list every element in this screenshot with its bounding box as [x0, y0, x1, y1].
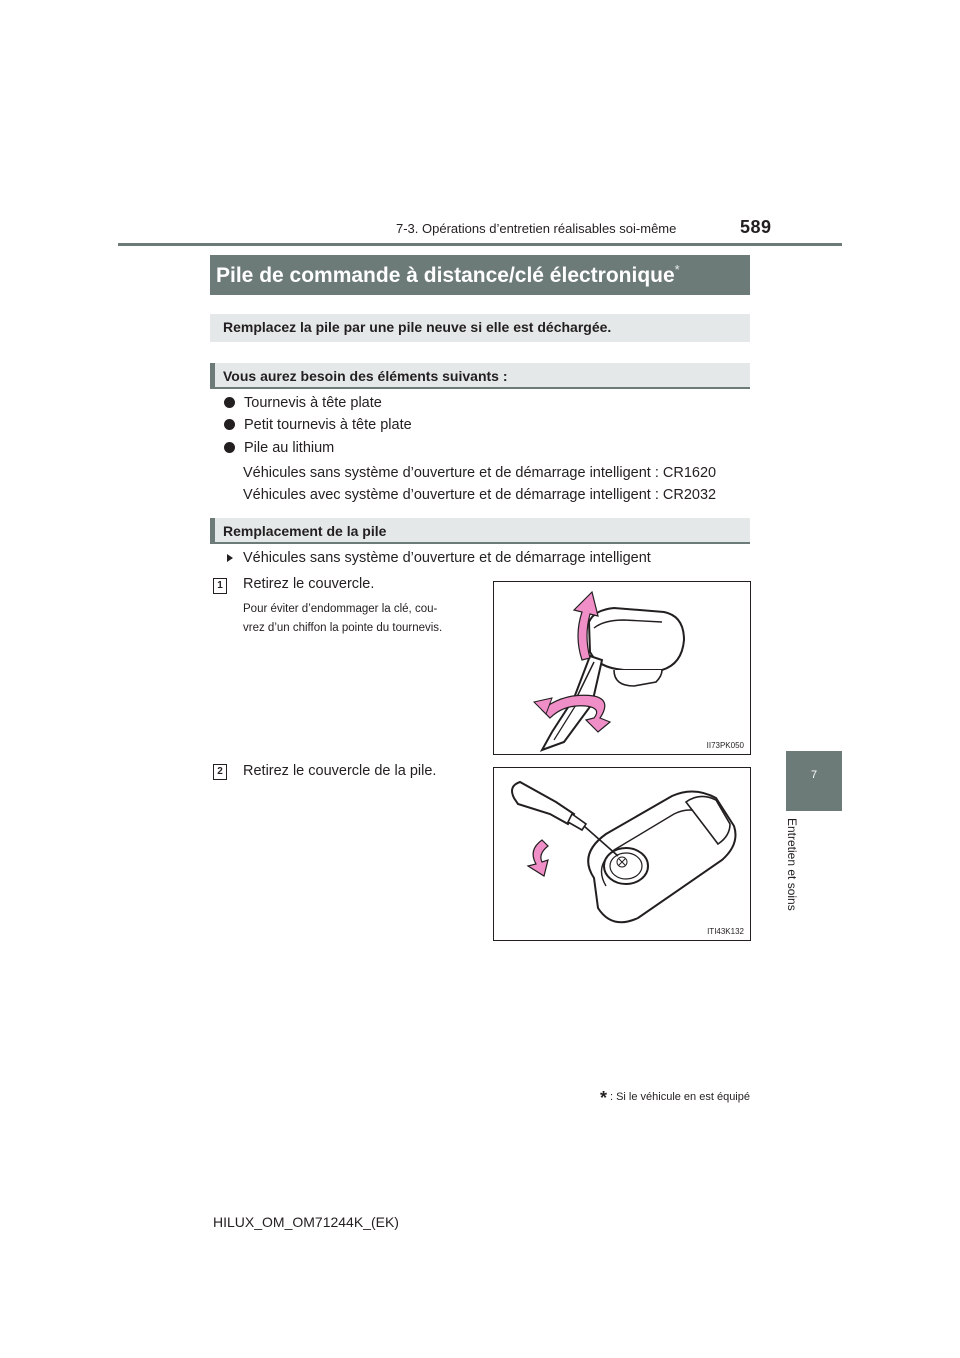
- page-title-text: Pile de commande à distance/clé électronique: [216, 264, 675, 287]
- step-note-line: vrez d’un chiffon la pointe du tournevis.: [243, 622, 443, 634]
- key-screwdriver-illustration: [494, 582, 750, 754]
- section-title: 7-3. Opérations d’entretien réalisables soi-même: [396, 221, 677, 236]
- step-number: 2: [213, 764, 227, 780]
- figure-code: II73PK050: [706, 741, 744, 750]
- document-id: HILUX_OM_OM71244K_(EK): [213, 1214, 399, 1230]
- step-number: 1: [213, 578, 227, 594]
- list-item: [224, 417, 412, 433]
- replacement-heading: Remplacement de la pile: [223, 523, 387, 539]
- page-number: 589: [740, 217, 772, 237]
- equipment-marker: *: [674, 262, 680, 277]
- step-note-line: Pour éviter d’endommager la clé, cou-: [243, 603, 438, 615]
- asterisk-icon: *: [599, 1088, 607, 1108]
- chapter-number: 7: [810, 769, 818, 781]
- list-item-text: Petit tournevis à tête plate: [244, 417, 412, 433]
- chapter-label: Entretien et soins: [785, 818, 799, 911]
- battery-note: Véhicules avec système d’ouverture et de démarrage intelligent : CR2032: [243, 487, 717, 503]
- list-item-text: Tournevis à tête plate: [244, 395, 382, 411]
- intro-text: Remplacez la pile par une pile neuve si elle est déchargée.: [223, 319, 612, 335]
- triangle-icon: [227, 554, 233, 562]
- page-title: [216, 262, 680, 288]
- figure-remove-cover: [493, 581, 751, 755]
- footnote-text: : Si le véhicule en est équipé: [609, 1091, 750, 1103]
- footnote: [567, 1088, 750, 1109]
- bullet-icon: [224, 397, 235, 408]
- header-rule: [118, 243, 842, 246]
- needed-heading: Vous aurez besoin des éléments suivants :: [223, 368, 508, 384]
- bullet-icon: [224, 419, 235, 430]
- step-text: Retirez le couvercle de la pile.: [243, 763, 437, 779]
- step-text: Retirez le couvercle.: [243, 576, 375, 592]
- key-battery-illustration: [494, 768, 750, 940]
- list-item: [224, 440, 334, 456]
- figure-code: ITI43K132: [707, 927, 744, 936]
- replacement-subheading: Véhicules sans système d’ouverture et de démarrage intelligent: [243, 550, 651, 566]
- chapter-tab: [786, 751, 842, 811]
- figure-remove-battery-cover: [493, 767, 751, 941]
- bullet-icon: [224, 442, 235, 453]
- list-item: [224, 395, 382, 411]
- list-item-text: Pile au lithium: [244, 440, 335, 456]
- step-note: [243, 600, 442, 638]
- battery-note: Véhicules sans système d’ouverture et de démarrage intelligent : CR1620: [243, 465, 717, 481]
